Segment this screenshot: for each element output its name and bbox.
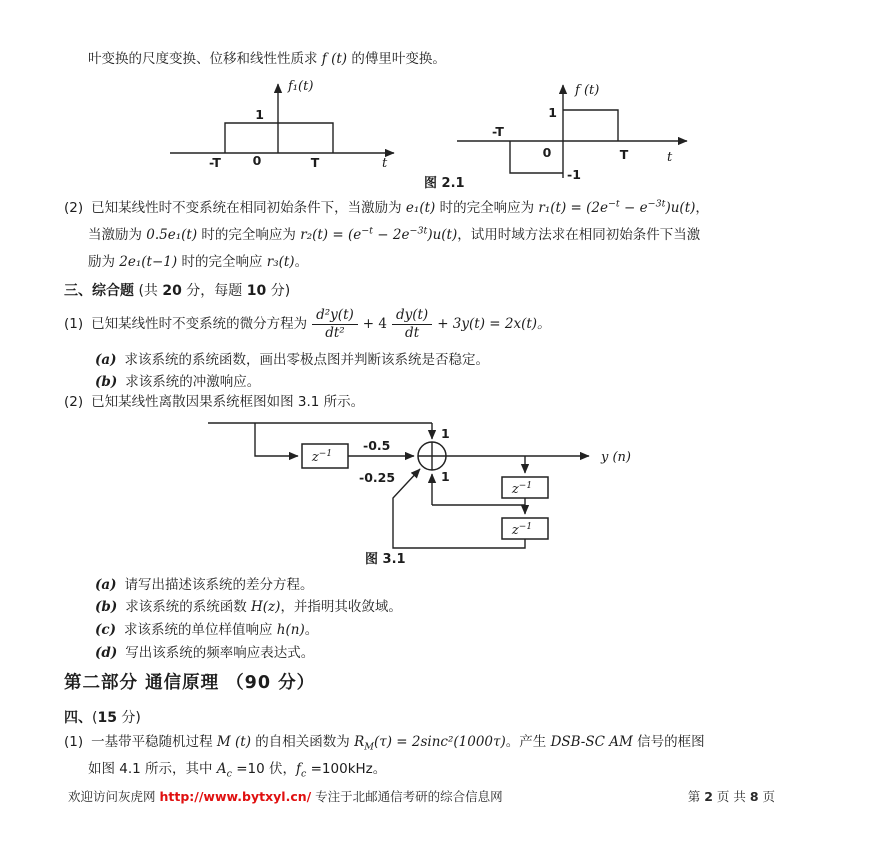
math-e1t: e₁(t) [405, 200, 436, 216]
text: ( [92, 710, 98, 726]
text: 。 [304, 622, 319, 638]
item-letter: (d) [95, 645, 118, 661]
footer-left [68, 789, 503, 806]
item-letter: (a) [95, 577, 117, 593]
section-4-heading [64, 709, 141, 728]
x-axis-label: t [382, 156, 388, 171]
math-autocorrelation: (τ) = 2sinc²(1000τ) [374, 734, 506, 750]
item-3-2-c [95, 621, 318, 639]
fraction-numerator: d²y(t) [312, 308, 358, 324]
text: 求该系统的单位样值响应 [124, 622, 277, 638]
fraction-numerator: dy(t) [392, 308, 432, 324]
intro-line [88, 50, 446, 68]
item-number: (2) [64, 200, 84, 216]
math-r2: r₂(t) = (e [300, 227, 362, 243]
text: 第 [687, 789, 705, 804]
subscript-c: c [226, 768, 232, 780]
tick-neg-t: -T [209, 155, 221, 170]
text: 。 [294, 254, 309, 270]
signal-plot-f1 [158, 76, 408, 176]
figure-3-1-caption: 图 3.1 [365, 552, 406, 567]
item-letter: (a) [95, 352, 117, 368]
math-fc: f [296, 761, 301, 777]
signal-plot-f [453, 76, 703, 181]
item-number: (1) [64, 315, 84, 332]
footer-link[interactable]: http://www.bytxyl.cn/ [159, 789, 312, 804]
text: 已知某线性时不变系统在相同初始条件下，当激励为 [91, 200, 406, 216]
math-r3: r₃(t) [266, 254, 295, 270]
item-letter: (c) [95, 622, 116, 638]
question-3-1-equation-line [64, 303, 551, 345]
text: ， [695, 200, 709, 216]
intro-text: 叶变换的尺度变换、位移和线性性质求 [88, 51, 322, 67]
feedback-2 [393, 469, 525, 548]
math-Hz: H(z) [251, 599, 281, 615]
text: 已知某线性离散因果系统框图如图 3.1 所示。 [91, 394, 365, 410]
math-Mt: M (t) [216, 734, 251, 750]
delay-label-3: $z^{-1}$ [511, 522, 533, 538]
problem-2-line-1 [64, 199, 709, 217]
text: 时的完全响应为 [435, 200, 539, 216]
tick-zero: 0 [252, 153, 262, 168]
footer-description-text: 专注于北邮通信考研的综合信息网 [311, 789, 503, 804]
footer-page-number [688, 789, 775, 806]
tick-zero: 0 [542, 145, 552, 160]
math-R: R [354, 734, 365, 750]
section-4-title: 四、 [64, 710, 92, 726]
exponent: −t [607, 198, 620, 210]
output-label: y (n) [601, 450, 631, 465]
text: 一基带平稳随机过程 [91, 734, 217, 750]
math-dsb-sc-am: DSB-SC AM [550, 734, 633, 750]
text: 励为 [88, 254, 120, 270]
math: )u(t) [427, 227, 458, 243]
y-axis-label: f (t) [575, 83, 600, 98]
text: ，试用时域方法求在相同初始条件下当激 [457, 227, 701, 243]
intro-math-ft: f (t) [321, 51, 348, 67]
footer-welcome-text: 欢迎访问灰虎网 [68, 789, 160, 804]
text: 页 共 [712, 789, 750, 804]
y-axis-label: f₁(t) [288, 79, 314, 94]
question-4-1-line-2 [88, 760, 386, 778]
problem-2-line-2 [88, 226, 700, 244]
question-3-2-intro [64, 393, 364, 411]
text: 分，每题 [181, 283, 247, 299]
rect-pulse [225, 123, 333, 153]
tick-neg-t: -T [492, 124, 504, 139]
math-05e1t: 0.5e₁(t) [146, 227, 198, 243]
text: 分) [116, 710, 141, 726]
problem-2-line-3 [88, 253, 308, 271]
gain-label-mid: -0.5 [363, 438, 391, 453]
math-plus-4: + 4 [362, 315, 387, 332]
text: 已知某线性时不变系统的微分方程为 [91, 315, 308, 332]
item-3-1-b [95, 373, 260, 391]
exponent: −3t [647, 198, 666, 210]
figure-2-1-caption: 图 2.1 [424, 176, 465, 191]
section-3-title: 三、综合题 [64, 283, 134, 299]
amplitude-label: 1 [255, 107, 264, 122]
text: 信号的框图 [632, 734, 705, 750]
points-each: 10 [246, 283, 267, 299]
input-to-delay [255, 423, 298, 456]
item-number: (2) [64, 394, 84, 410]
text: 。产生 [505, 734, 551, 750]
x-axis-label: t [667, 150, 673, 165]
current-page: 2 [704, 789, 713, 804]
math-r1: r₁(t) = (2e [538, 200, 608, 216]
math-hn: h(n) [276, 622, 305, 638]
math-2e1: 2e₁(t−1) [119, 254, 178, 270]
intro-text-tail: 的傅里叶变换。 [347, 51, 446, 67]
text: 时的完全响应 [177, 254, 267, 270]
block-diagram [185, 412, 635, 562]
text: (共 [134, 283, 163, 299]
exponent: −3t [409, 225, 428, 237]
subscript-c: c [301, 768, 307, 780]
item-3-2-d [95, 644, 314, 662]
text: 求该系统的系统函数，画出零极点图并判断该系统是否稳定。 [124, 352, 490, 368]
item-number: (1) [64, 734, 84, 750]
item-3-1-a [95, 351, 489, 369]
points-total: 20 [162, 283, 182, 299]
math-equation-tail: + 3y(t) = 2x(t)。 [437, 315, 551, 332]
amplitude-pos-label: 1 [548, 105, 557, 120]
tick-pos-t: T [310, 155, 320, 170]
fraction-d2y-dt2 [312, 308, 358, 339]
negative-pulse [510, 141, 563, 173]
part-2-heading: 第二部分 通信原理 （90 分） [64, 673, 316, 693]
math: − e [619, 200, 648, 216]
item-letter: (b) [95, 599, 118, 615]
text: 如图 4.1 所示，其中 [88, 761, 217, 777]
fraction-denominator: dt [405, 324, 420, 341]
item-letter: (b) [95, 374, 118, 390]
item-3-2-b [95, 598, 402, 616]
points: 15 [97, 710, 117, 726]
delay-label-1: $z^{-1}$ [311, 449, 333, 465]
subscript-M: M [364, 741, 374, 753]
text: 分) [266, 283, 291, 299]
text: ，并指明其收敛域。 [280, 599, 402, 615]
tick-pos-t: T [619, 147, 629, 162]
text: 请写出描述该系统的差分方程。 [124, 577, 314, 593]
text: 写出该系统的频率响应表达式。 [125, 645, 315, 661]
gain-label-feedback-2: -0.25 [359, 470, 396, 485]
total-pages: 8 [749, 789, 759, 804]
question-4-1-line-1 [64, 733, 705, 751]
text: =10 伏， [231, 761, 296, 777]
item-3-2-a [95, 576, 314, 594]
math-Ac: A [216, 761, 227, 777]
gain-label-feedback-1: 1 [441, 469, 450, 484]
positive-pulse [563, 110, 618, 141]
math: − 2e [373, 227, 410, 243]
text: =100kHz。 [306, 761, 387, 777]
gain-label-top: 1 [441, 426, 450, 441]
amplitude-neg-label: -1 [567, 167, 581, 181]
delay-label-2: $z^{-1}$ [511, 481, 533, 497]
text: 当激励为 [88, 227, 147, 243]
math: )u(t) [665, 200, 696, 216]
exponent: −t [361, 225, 373, 237]
text: 求该系统的系统函数 [125, 599, 252, 615]
text: 求该系统的冲激响应。 [125, 374, 261, 390]
text: 的自相关函数为 [251, 734, 355, 750]
text: 页 [758, 789, 775, 804]
text: 时的完全响应为 [197, 227, 301, 243]
fraction-denominator: dt² [325, 324, 345, 341]
section-3-heading [64, 282, 290, 301]
fraction-dy-dt [392, 308, 432, 339]
